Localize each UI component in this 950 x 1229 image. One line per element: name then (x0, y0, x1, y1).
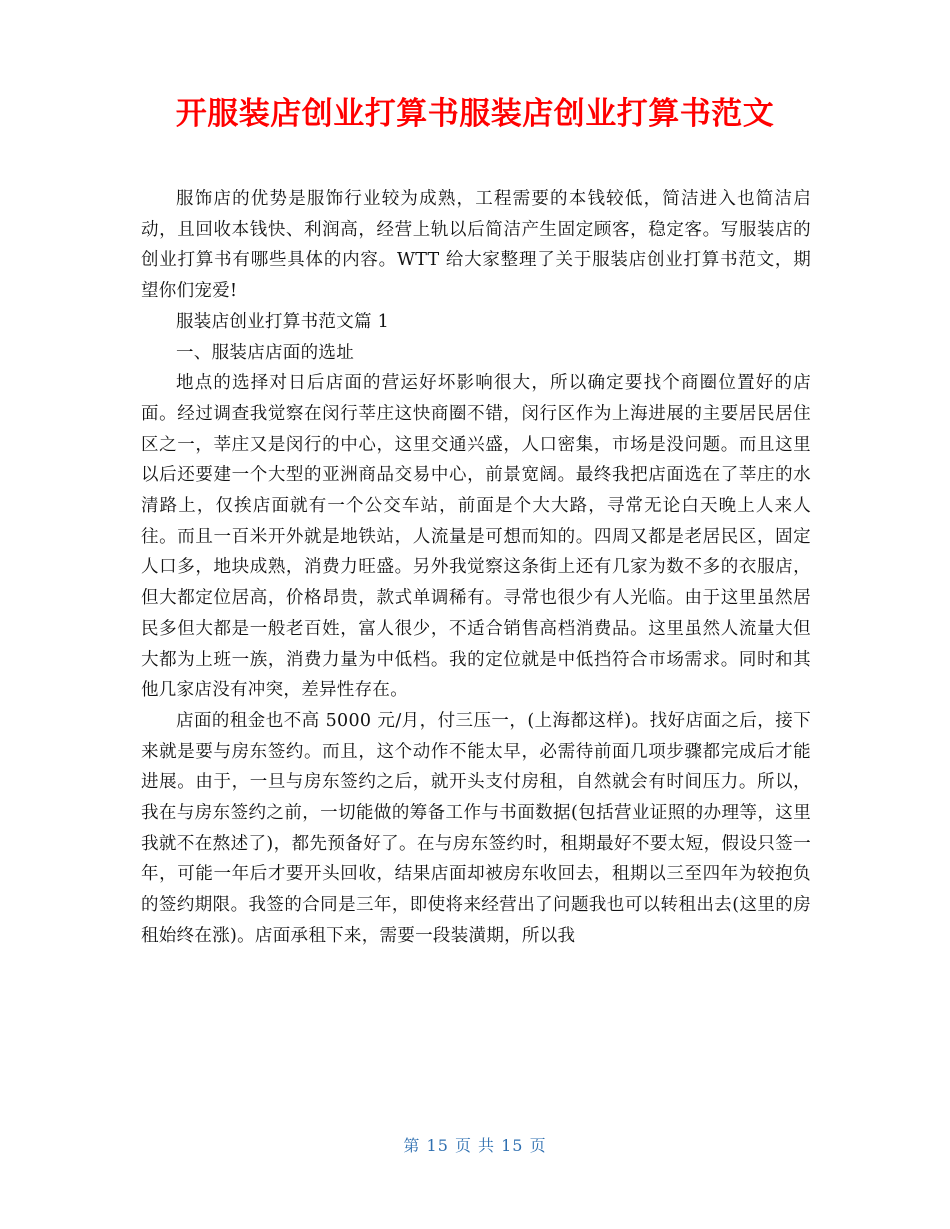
rent-paragraph: 店面的租金也不高 5000 元/月，付三压一，(上海都这样)。找好店面之后，接下来就是要与房东签约。而且，这个动作不能太早，必需待前面几项步骤都完成后才能进展。由于，一旦与房东签约之后，就开头支付房租，自然就会有时间压力。所以，我在与房东签约之前，一切能做的筹备工作与书面数据(包括营业证照的办理等，这里我就不在熬述了)，都先预备好了。在与房东签约时，租期最好不要太短，假设只签一年，可能一年后才要开头回收，结果店面却被房东收回去，租期以三至四年为较抱负的签约期限。我签的合同是三年，即使将来经营出了问题我也可以转租出去(这里的房租始终在涨)。店面承租下来，需要一段装潢期，所以我 (141, 710, 811, 946)
page-number-footer: 第 15 页 共 15 页 (403, 1136, 547, 1155)
location-paragraph: 地点的选择对日后店面的营运好坏影响很大，所以确定要找个商圈位置好的店面。经过调查我觉察在闵行莘庄这快商圈不错，闵行区作为上海进展的主要居民居住区之一，莘庄又是闵行的中心，这里交通兴盛，人口密集，市场是没问题。而且这里以后还要建一个大型的亚洲商品交易中心，前景宽阔。最终我把店面选在了莘庄的水清路上，仅挨店面就有一个公交车站，前面是个大大路，寻常无论白天晚上人来人往。而且一百米开外就是地铁站，人流量是可想而知的。四周又都是老居民区，固定人口多，地块成熟，消费力旺盛。另外我觉察这条街上还有几家为数不多的衣服店，但大都定位居高，价格昂贵，款式单调稀有。寻常也很少有人光临。由于这里虽然居民多但大都是一般老百姓，富人很少，不适合销售高档消费品。这里虽然人流量大但大都为上班一族，消费力量为中低档。我的定位就是中低挡符合市场需求。同时和其他几家店没有冲突，差异性存在。 (141, 373, 811, 701)
section-heading: 服装店创业打算书范文篇 1 (176, 311, 390, 332)
intro-paragraph: 服饰店的优势是服饰行业较为成熟，工程需要的本钱较低，简洁进入也简洁启动，且回收本钱快、利润高，经营上轨以后简洁产生固定顾客，稳定客。写服装店的创业打算书有哪些具体的内容。WTT 给大家整理了关于服装店创业打算书范文，期望你们宠爱! (141, 189, 811, 302)
document-title: 开服装店创业打算书服装店创业打算书范文 (175, 96, 775, 132)
subsection-heading: 一、服装店店面的选址 (176, 342, 354, 363)
document-body (141, 184, 811, 952)
